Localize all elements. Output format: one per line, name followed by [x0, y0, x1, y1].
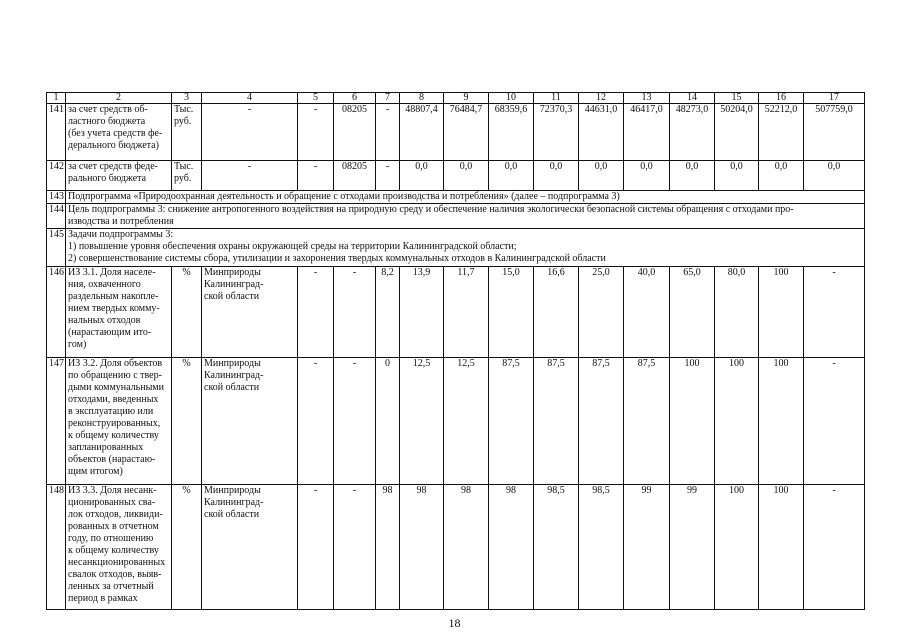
row-number: 141 [47, 104, 66, 161]
unit-cell: Тыс. руб. [172, 104, 202, 161]
value-cell: 99 [624, 485, 670, 610]
value-cell: - [298, 267, 334, 358]
header-cell: 8 [400, 93, 444, 104]
header-cell: 7 [376, 93, 400, 104]
value-cell: 68359,6 [489, 104, 534, 161]
value-cell: 44631,0 [579, 104, 624, 161]
value-cell: 76484,7 [444, 104, 489, 161]
header-row [47, 93, 865, 104]
row-number: 147 [47, 358, 66, 485]
value-cell: 11,7 [444, 267, 489, 358]
table-row [47, 485, 865, 610]
header-cell: 3 [172, 93, 202, 104]
value-cell: 15,0 [489, 267, 534, 358]
page-number: 18 [448, 616, 461, 630]
row-number: 143 [47, 191, 66, 204]
subprogram-title: Подпрограмма «Природоохранная деятельность и обращение с отходами производства и потребления» (далее – подпрограмма 3) [66, 191, 865, 204]
subprogram-goal: Цель подпрограммы 3: снижение антропогенного воздействия на природную среду и обеспечение наличия экологически безопасной системы обращения с отходами про- изводства и потребления [66, 204, 865, 229]
row-number: 142 [47, 161, 66, 191]
unit-cell: % [172, 267, 202, 358]
value-cell: - [298, 104, 334, 161]
value-cell: 12,5 [444, 358, 489, 485]
value-cell: 0,0 [715, 161, 759, 191]
indicator-name: за счет средств об- ластного бюджета (без учета средств фе- дерального бюджета) [66, 104, 172, 161]
header-cell: 17 [804, 93, 865, 104]
value-cell: 87,5 [624, 358, 670, 485]
value-cell: 52212,0 [759, 104, 804, 161]
value-cell: 98 [376, 485, 400, 610]
value-cell: 0,0 [444, 161, 489, 191]
data-table [46, 92, 865, 610]
value-cell: 0,0 [624, 161, 670, 191]
header-cell: 12 [579, 93, 624, 104]
value-cell: 46417,0 [624, 104, 670, 161]
header-cell: 15 [715, 93, 759, 104]
value-cell: 0,0 [759, 161, 804, 191]
value-cell: 87,5 [534, 358, 579, 485]
responsible-cell: Минприроды Калининград- ской области [202, 485, 298, 610]
value-cell: 99 [670, 485, 715, 610]
value-cell: 87,5 [579, 358, 624, 485]
value-cell: 0,0 [579, 161, 624, 191]
header-cell: 9 [444, 93, 489, 104]
table-row [47, 267, 865, 358]
indicator-name: ИЗ 3.1. Доля населе- ния, охваченного раздельным накопле- нием твердых комму- нальных отходов (нарастающим ито- гом) [66, 267, 172, 358]
value-cell: 100 [670, 358, 715, 485]
value-cell: 98,5 [579, 485, 624, 610]
value-cell: 13,9 [400, 267, 444, 358]
header-cell: 10 [489, 93, 534, 104]
value-cell: 48273,0 [670, 104, 715, 161]
indicator-name: за счет средств феде- рального бюджета [66, 161, 172, 191]
row-number: 145 [47, 229, 66, 267]
value-cell: 0,0 [489, 161, 534, 191]
header-cell: 11 [534, 93, 579, 104]
value-cell: 08205 [334, 161, 376, 191]
header-cell: 16 [759, 93, 804, 104]
value-cell: - [334, 267, 376, 358]
subprogram-row [47, 191, 865, 204]
value-cell: 40,0 [624, 267, 670, 358]
responsible-cell: - [202, 161, 298, 191]
header-cell: 13 [624, 93, 670, 104]
row-number: 148 [47, 485, 66, 610]
header-cell: 5 [298, 93, 334, 104]
value-cell: 08205 [334, 104, 376, 161]
value-cell: 100 [759, 358, 804, 485]
value-cell: 98,5 [534, 485, 579, 610]
value-cell: 100 [715, 485, 759, 610]
value-cell: 100 [715, 358, 759, 485]
indicator-name: ИЗ 3.2. Доля объектов по обращению с твер- дыми коммунальными отходами, введенных в эксплуатацию или реконструированных, к общему количеству запланированных объектов (нарастаю- щим итогом) [66, 358, 172, 485]
indicator-name: ИЗ 3.3. Доля несанк- ционированных сва- лок отходов, ликвиди- рованных в отчетном году, по отношению к общему количеству несанкционированных свалок отходов, выяв- ленных за отчетный период в рамках [66, 485, 172, 610]
value-cell: 0,0 [534, 161, 579, 191]
value-cell: 98 [444, 485, 489, 610]
value-cell: 25,0 [579, 267, 624, 358]
value-cell: - [804, 485, 865, 610]
value-cell: 12,5 [400, 358, 444, 485]
value-cell: 72370,3 [534, 104, 579, 161]
value-cell: - [298, 161, 334, 191]
tasks-row [47, 229, 865, 267]
table-row [47, 358, 865, 485]
value-cell: 0,0 [400, 161, 444, 191]
value-cell: 48807,4 [400, 104, 444, 161]
row-number: 146 [47, 267, 66, 358]
header-cell: 4 [202, 93, 298, 104]
value-cell: 100 [759, 267, 804, 358]
value-cell: 16,6 [534, 267, 579, 358]
value-cell: - [376, 161, 400, 191]
responsible-cell: Минприроды Калининград- ской области [202, 267, 298, 358]
table-row [47, 161, 865, 191]
header-cell: 6 [334, 93, 376, 104]
value-cell: 100 [759, 485, 804, 610]
header-cell: 1 [47, 93, 66, 104]
header-cell: 2 [66, 93, 172, 104]
value-cell: - [298, 358, 334, 485]
value-cell: 8,2 [376, 267, 400, 358]
subprogram-tasks: Задачи подпрограммы 3: 1) повышение уровня обеспечения охраны окружающей среды на территории Калининградской области; 2) совершенствование системы сбора, утилизации и захоронения твердых коммунальных отходов в Калининградской области [66, 229, 865, 267]
responsible-cell: - [202, 104, 298, 161]
responsible-cell: Минприроды Калининград- ской области [202, 358, 298, 485]
value-cell: - [298, 485, 334, 610]
value-cell: 98 [489, 485, 534, 610]
value-cell: 98 [400, 485, 444, 610]
value-cell: 507759,0 [804, 104, 865, 161]
value-cell: - [334, 358, 376, 485]
value-cell: - [804, 358, 865, 485]
value-cell: 0,0 [670, 161, 715, 191]
goal-row [47, 204, 865, 229]
value-cell: 50204,0 [715, 104, 759, 161]
value-cell: 65,0 [670, 267, 715, 358]
header-cell: 14 [670, 93, 715, 104]
unit-cell: % [172, 358, 202, 485]
unit-cell: % [172, 485, 202, 610]
row-number: 144 [47, 204, 66, 229]
unit-cell: Тыс. руб. [172, 161, 202, 191]
value-cell: - [334, 485, 376, 610]
value-cell: 80,0 [715, 267, 759, 358]
table-row [47, 104, 865, 161]
value-cell: 0,0 [804, 161, 865, 191]
value-cell: - [376, 104, 400, 161]
value-cell: 87,5 [489, 358, 534, 485]
value-cell: 0 [376, 358, 400, 485]
value-cell: - [804, 267, 865, 358]
